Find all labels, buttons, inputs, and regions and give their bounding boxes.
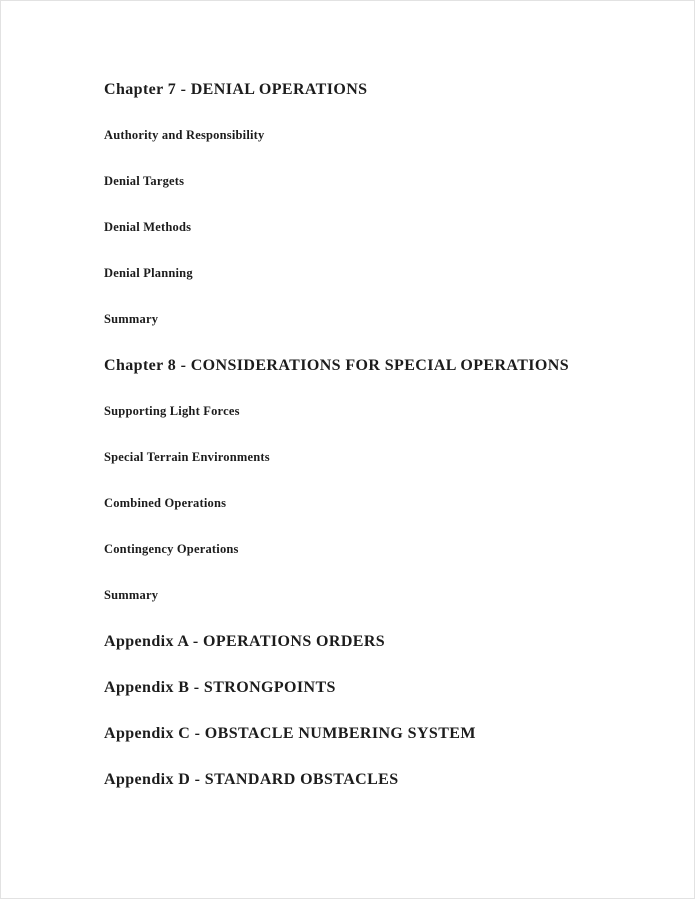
toc-entry-section: Special Terrain Environments bbox=[104, 450, 270, 464]
toc-entry-appendix: Appendix A - OPERATIONS ORDERS bbox=[104, 633, 386, 650]
toc-entry-section: Combined Operations bbox=[104, 496, 227, 510]
toc-entry-section: Summary bbox=[104, 312, 159, 326]
toc-entry-section: Contingency Operations bbox=[104, 542, 239, 556]
toc-entry-appendix: Appendix D - STANDARD OBSTACLES bbox=[104, 771, 399, 788]
toc-list bbox=[104, 81, 654, 817]
toc-entry-appendix: Appendix C - OBSTACLE NUMBERING SYSTEM bbox=[104, 725, 476, 742]
toc-entry-section: Summary bbox=[104, 588, 159, 602]
toc-entry-chapter: Chapter 7 - DENIAL OPERATIONS bbox=[104, 81, 368, 98]
toc-entry-section: Denial Planning bbox=[104, 266, 193, 280]
toc-entry-section: Denial Methods bbox=[104, 220, 192, 234]
toc-entry-chapter: Chapter 8 - CONSIDERATIONS FOR SPECIAL OPERATIONS bbox=[104, 357, 569, 374]
toc-entry-section: Denial Targets bbox=[104, 174, 185, 188]
toc-entry-section: Authority and Responsibility bbox=[104, 128, 265, 142]
toc-entry-section: Supporting Light Forces bbox=[104, 404, 240, 418]
toc-entry-appendix: Appendix B - STRONGPOINTS bbox=[104, 679, 336, 696]
